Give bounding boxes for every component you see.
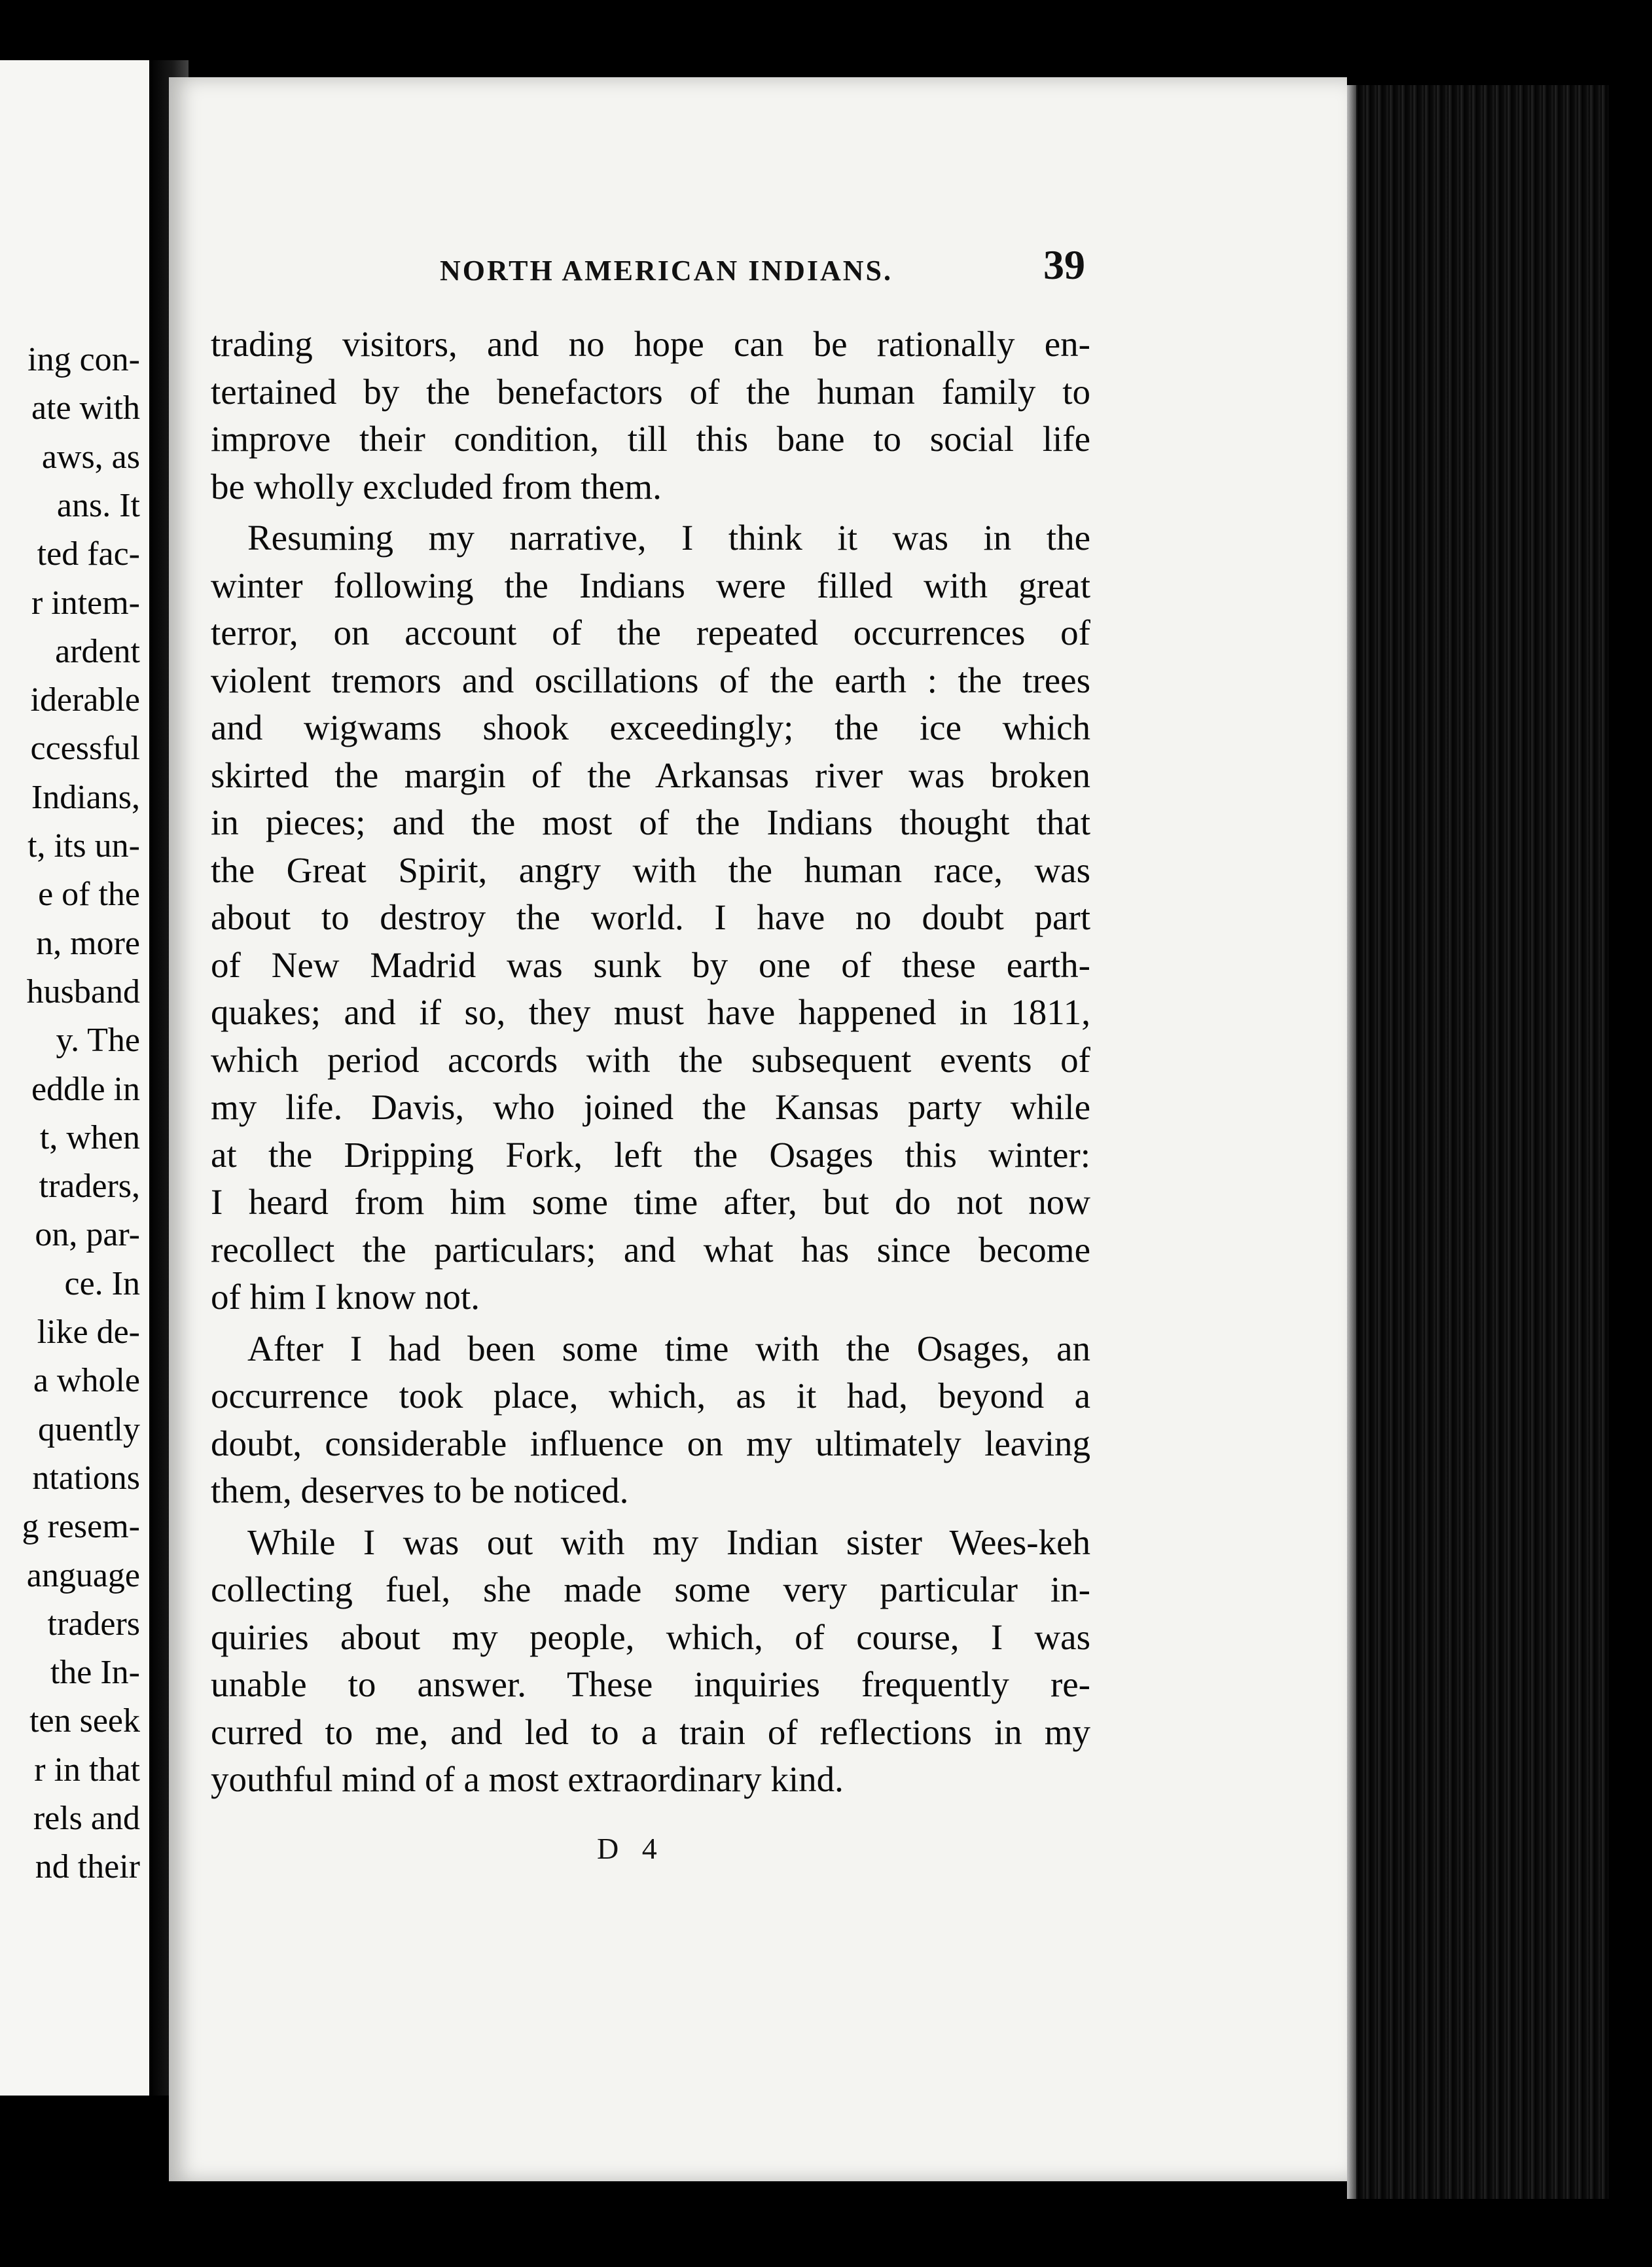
left-page-line: the In-: [50, 1654, 140, 1692]
text-line: my life. Davis, who joined the Kansas party while: [211, 1087, 1090, 1127]
left-page-line: traders: [47, 1605, 140, 1643]
text-line: skirted the margin of the Arkansas river was broken: [211, 755, 1090, 795]
left-page-line: aws, as: [41, 438, 140, 476]
page-number: 39: [1043, 241, 1085, 288]
left-page-line: Indians,: [31, 778, 140, 816]
text-line: in pieces; and the most of the Indians thought that: [211, 802, 1090, 842]
text-line: of New Madrid was sunk by one of these earth-: [211, 944, 1090, 985]
left-page-line: on, par-: [35, 1216, 140, 1254]
text-line: doubt, considerable influence on my ultimately leaving: [211, 1423, 1090, 1463]
left-page-line: ntations: [32, 1459, 140, 1497]
text-line: I heard from him some time after, but do not now: [211, 1182, 1090, 1222]
left-page-line: ardent: [55, 632, 140, 670]
left-page-line: ce. In: [64, 1264, 140, 1302]
text-line: unable to answer. These inquiries frequently re-: [211, 1664, 1090, 1704]
book-fore-edge: [1347, 85, 1609, 2199]
left-page-line: like de-: [37, 1313, 140, 1351]
text-line: and wigwams shook exceedingly; the ice which: [211, 707, 1090, 747]
left-page-line: n, more: [36, 924, 140, 962]
paragraph: [211, 1325, 1090, 1515]
text-line: winter following the Indians were filled with great: [211, 565, 1090, 605]
left-page-line: ted fac-: [37, 535, 140, 573]
left-page-line: anguage: [26, 1556, 140, 1594]
paragraph: [211, 1519, 1090, 1804]
text-line: about to destroy the world. I have no doubt part: [211, 897, 1090, 937]
left-page-line: e of the: [38, 876, 140, 914]
text-line: which period accords with the subsequent events of: [211, 1039, 1090, 1080]
text-line: at the Dripping Fork, left the Osages this winter:: [211, 1134, 1090, 1175]
text-line: the Great Spirit, angry with the human race, was: [211, 849, 1090, 890]
left-page-line: iderable: [30, 681, 140, 719]
running-head: NORTH AMERICAN INDIANS.: [439, 255, 893, 287]
left-page-line: husband: [26, 973, 140, 1010]
left-page-line: t, when: [39, 1118, 140, 1156]
paragraph: [211, 321, 1090, 510]
text-line: of him I know not.: [211, 1277, 480, 1317]
left-page-line: t, its un-: [27, 827, 140, 865]
text-line: trading visitors, and no hope can be rationally en-: [211, 324, 1090, 364]
text-line: recollect the particulars; and what has since become: [211, 1229, 1090, 1270]
left-page-line: quently: [38, 1410, 140, 1448]
text-line: collecting fuel, she made some very particular in-: [211, 1569, 1090, 1609]
text-line: occurrence took place, which, as it had, beyond a: [211, 1376, 1090, 1416]
signature-mark: D 4: [597, 1832, 665, 1865]
left-page-line: ate with: [31, 389, 140, 427]
text-line: After I had been some time with the Osages, an: [247, 1328, 1090, 1368]
left-page: [0, 60, 149, 2096]
left-page-line: r in that: [34, 1751, 140, 1789]
text-line: While I was out with my Indian sister Wees-keh: [247, 1522, 1090, 1562]
text-line: curred to me, and led to a train of reflections in my: [211, 1711, 1090, 1752]
left-page-line: ans. It: [56, 486, 140, 524]
text-line: quiries about my people, which, of course, I was: [211, 1616, 1090, 1657]
left-page-line: r intem-: [31, 584, 140, 622]
text-line: terror, on account of the repeated occurrences of: [211, 613, 1090, 652]
text-line: be wholly excluded from them.: [211, 466, 662, 507]
text-line: quakes; and if so, they must have happened in 1811,: [211, 992, 1090, 1032]
left-page-line: ten seek: [29, 1702, 140, 1740]
text-line: violent tremors and oscillations of the earth : the trees: [211, 660, 1090, 700]
text-line: improve their condition, till this bane to social life: [211, 419, 1090, 459]
left-page-line: nd their: [35, 1848, 140, 1886]
left-page-line: ing con-: [27, 341, 140, 378]
text-line: Resuming my narrative, I think it was in the: [247, 518, 1090, 558]
text-line: them, deserves to be noticed.: [211, 1471, 629, 1510]
left-page-line: ccessful: [30, 730, 140, 768]
left-page-line: a whole: [33, 1362, 140, 1400]
left-page-line: y. The: [56, 1022, 140, 1060]
paragraph: [211, 514, 1090, 1321]
text-line: tertained by the benefactors of the human family to: [211, 371, 1090, 412]
left-page-line: g resem-: [22, 1508, 140, 1546]
left-page-line: rels and: [33, 1800, 140, 1837]
text-line: youthful mind of a most extraordinary kind.: [211, 1759, 844, 1799]
body-text: [211, 321, 1090, 1804]
left-page-line: traders,: [39, 1168, 140, 1205]
left-page-line: eddle in: [31, 1070, 140, 1108]
